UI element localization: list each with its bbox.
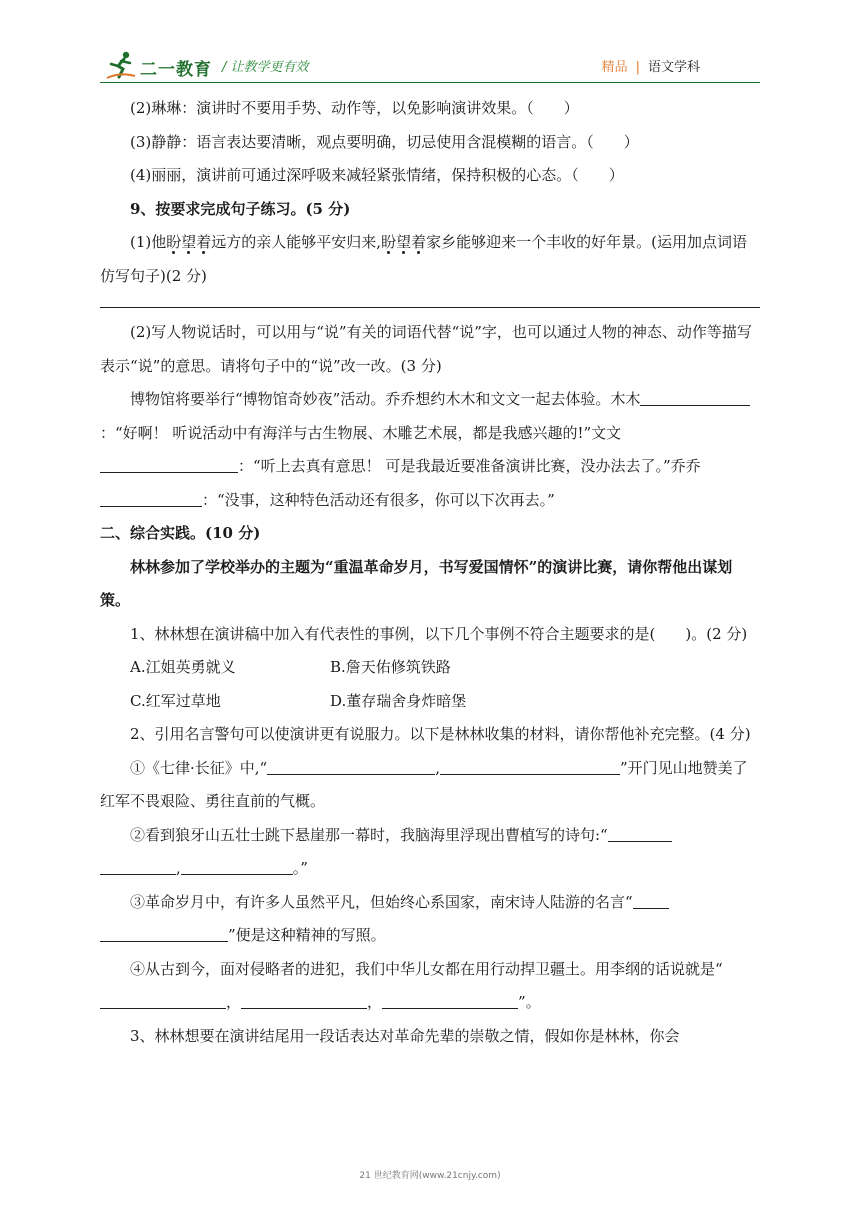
practice-1-options-row2 <box>100 685 760 719</box>
header-separator: | <box>635 60 640 75</box>
practice-1-options-row1 <box>100 651 760 685</box>
blank-ligang-1[interactable] <box>100 990 226 1009</box>
blank-ligang-2[interactable] <box>241 990 367 1009</box>
blank-changzheng-2[interactable] <box>440 756 620 775</box>
blank-changzheng-1[interactable] <box>267 756 435 775</box>
dotted-word-2: 盼望着 <box>381 233 427 251</box>
tag-jingpin: 精品 <box>601 60 628 75</box>
option-c[interactable]: C.红军过草地 <box>130 691 221 710</box>
p2-2-text-b: , <box>176 859 181 877</box>
passage-text-2: ：“好啊！ 听说活动中有海洋与古生物展、木雕艺术展，都是我感兴趣的!”文文 <box>100 423 622 442</box>
q9-1-text-a: (1)他 <box>130 233 167 251</box>
q9-1-text-c: 家乡能够迎来一个丰收的好年景。(运用加点词语仿写句子)(2 分) <box>100 233 747 285</box>
passage-text-1: 博物馆将要举行“博物馆奇妙夜”活动。乔乔想约木木和文文一起去体验。木木 <box>130 390 641 408</box>
blank-caozhi-1a[interactable] <box>608 823 672 842</box>
p2-4-text-a: ④从古到今，面对侵略者的进犯，我们中华儿女都在用行动捍卫疆土。用李纲的话说就是“ <box>130 959 723 978</box>
passage-text-3: ：“听上去真有意思！ 可是我最近要准备演讲比赛，没办法去了。”乔乔 <box>238 457 701 475</box>
header-divider <box>100 82 760 83</box>
p2-1-text-c: ”开门见山地赞美了红军不畏艰险、勇往直前的气概。 <box>100 758 748 810</box>
practice-2-item-3 <box>100 886 760 953</box>
dotted-word-1: 盼望着 <box>166 233 212 251</box>
option-d[interactable]: D.董存瑞舍身炸暗堡 <box>330 691 467 710</box>
blank-mumu[interactable] <box>640 387 750 406</box>
p2-4-text-b: ， <box>226 993 242 1011</box>
subject-label: 语文学科 <box>647 60 700 75</box>
header-right <box>602 56 700 75</box>
passage-text-4: ：“没事，这种特色活动还有很多，你可以下次再去。” <box>202 490 555 509</box>
q9-item-1 <box>100 226 760 293</box>
q8-item-3: (3)静静：语言表达要清晰，观点要明确，切忌使用含混模糊的语言。（ ） <box>130 132 639 151</box>
practice-2: 2、引用名言警句可以使演讲更有说服力。以下是林林收集的材料，请你帮他补充完整。(4 分) <box>130 725 751 743</box>
practice-2-item-4 <box>100 953 760 1020</box>
blank-luyou-a[interactable] <box>633 890 669 909</box>
q9-item-2-passage <box>100 383 760 517</box>
option-a[interactable]: A.江姐英勇就义 <box>130 658 236 676</box>
p2-1-text-b: , <box>435 758 440 777</box>
page-header <box>100 44 760 84</box>
p2-3-text-b: ”便是这种精神的写照。 <box>228 926 386 944</box>
section2-intro: 林林参加了学校举办的主题为“重温革命岁月，书写爱国情怀”的演讲比赛，请你帮他出谋划策。 <box>100 557 733 609</box>
page-footer: 21 世纪教育网(www.21cnjy.com) <box>359 1171 501 1181</box>
blank-caozhi-1b[interactable] <box>100 856 176 875</box>
p2-3-text-a: ③革命岁月中，有许多人虽然平凡，但始终心系国家，南宋诗人陆游的名言“ <box>130 892 633 911</box>
option-b[interactable]: B.詹天佑修筑铁路 <box>330 658 451 676</box>
blank-caozhi-2[interactable] <box>181 856 293 875</box>
practice-2-item-1 <box>100 752 760 819</box>
practice-3: 3、林林想要在演讲结尾用一段话表达对革命先辈的崇敬之情，假如你是林林，你会 <box>130 1026 680 1045</box>
running-man-logo-icon <box>106 50 136 80</box>
brand-slogan: / 让教学更有效 <box>222 60 309 75</box>
p2-4-text-d: ”。 <box>518 993 541 1011</box>
blank-ligang-3[interactable] <box>382 990 518 1009</box>
blank-qiaoqiao[interactable] <box>100 488 202 507</box>
q9-title: 9、按要求完成句子练习。(5 分) <box>130 199 351 218</box>
blank-wenwen[interactable] <box>100 454 238 473</box>
blank-luyou-b[interactable] <box>100 923 228 942</box>
practice-2-item-2 <box>100 819 760 886</box>
p2-2-text-a: ②看到狼牙山五壮士跳下悬崖那一幕时，我脑海里浮现出曹植写的诗句:“ <box>130 825 608 844</box>
q8-item-4: (4)丽丽，演讲前可通过深呼吸来减轻紧张情绪，保持积极的心态。（ ） <box>130 166 624 184</box>
practice-1: 1、林林想在演讲稿中加入有代表性的事例，以下几个事例不符合主题要求的是( )。(2 分) <box>130 624 748 643</box>
q8-item-2: (2)琳琳：演讲时不要用手势、动作等，以免影响演讲效果。（ ） <box>130 99 579 117</box>
q9-item-2: (2)写人物说话时，可以用与“说”有关的词语代替“说”字，也可以通过人物的神态、动作等描写表示“说”的意思。请将句子中的“说”改一改。(3 分) <box>100 323 752 375</box>
document-body <box>100 92 760 1053</box>
section2-title: 二、综合实践。(10 分) <box>100 524 261 542</box>
p2-1-text-a: ①《七律·长征》中,“ <box>130 758 268 777</box>
p2-4-text-c: ， <box>367 993 383 1011</box>
q9-1-text-b: 远方的亲人能够平安归来, <box>211 233 382 251</box>
answer-line[interactable] <box>100 307 760 308</box>
p2-2-text-c: 。” <box>292 859 308 877</box>
brand-name: 二一教育 <box>140 60 212 80</box>
